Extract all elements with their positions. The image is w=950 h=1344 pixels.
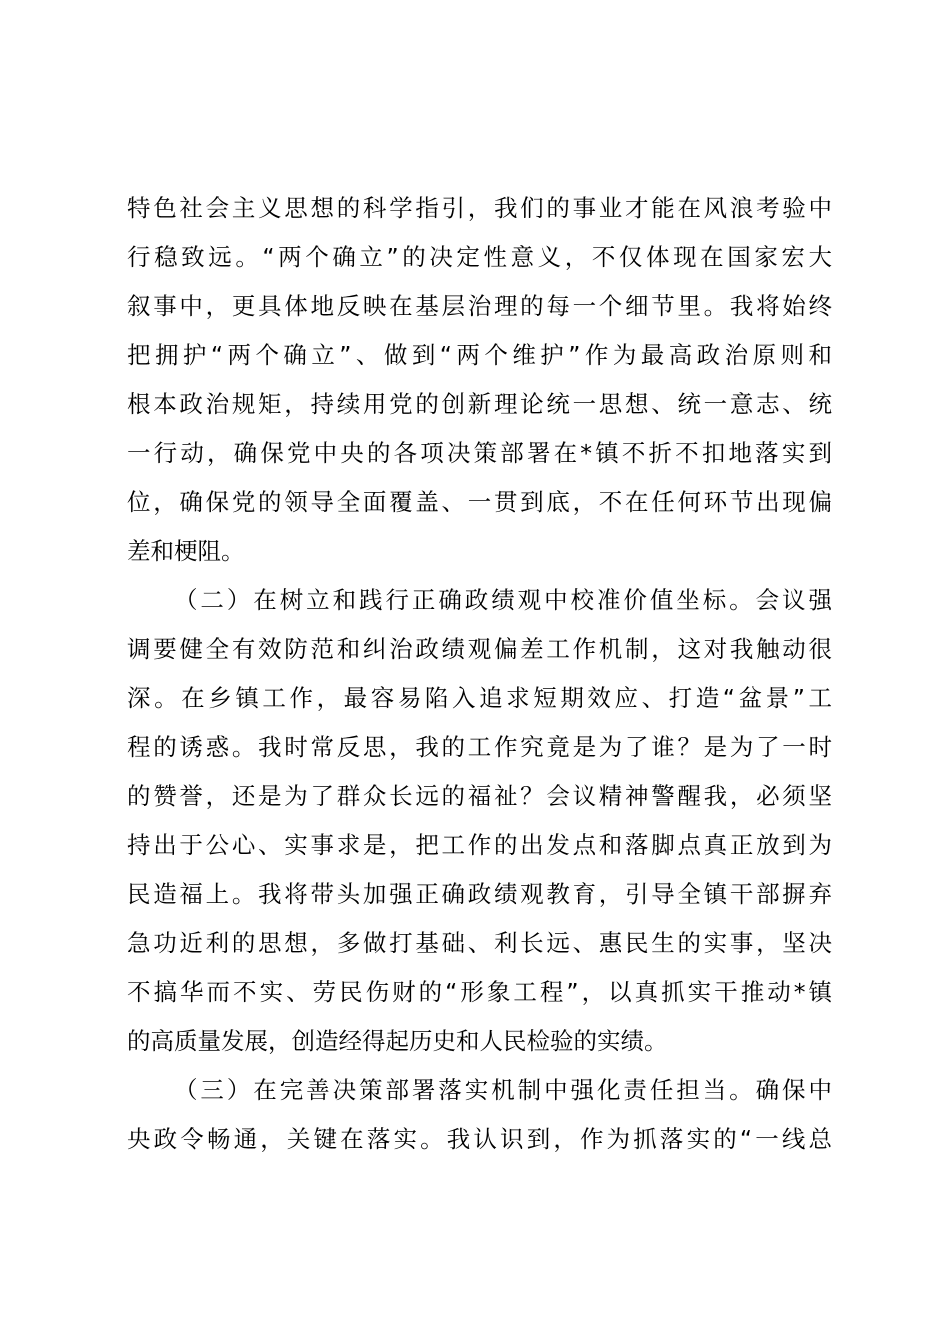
section-heading-line: （二）在树立和践行正确政绩观中校准价值坐标。会议强: [174, 586, 832, 614]
text-line: 不搞华而不实、劳民伤财的“形象工程”，以真抓实干推动*镇: [127, 978, 832, 1006]
paragraph-p2: [127, 576, 832, 1066]
text-line: 央政令畅通，关键在落实。我认识到，作为抓落实的“一线总: [127, 1125, 832, 1153]
text-line: 持出于公心、实事求是，把工作的出发点和落脚点真正放到为: [127, 831, 832, 859]
text-line: 把拥护“两个确立”、做到“两个维护”作为最高政治原则和: [127, 341, 832, 369]
text-line: 叙事中，更具体地反映在基层治理的每一个细节里。我将始终: [127, 292, 832, 320]
text-line: 的高质量发展，创造经得起历史和人民检验的实绩。: [127, 1027, 668, 1055]
paragraph-p3: [127, 1066, 832, 1164]
document-body: [127, 184, 832, 1164]
text-line: 调要健全有效防范和纠治政绩观偏差工作机制，这对我触动很: [127, 635, 832, 663]
text-line: 急功近利的思想，多做打基础、利长远、惠民生的实事，坚决: [127, 929, 832, 957]
text-line: 行稳致远。“两个确立”的决定性意义，不仅体现在国家宏大: [127, 243, 832, 271]
text-line: 根本政治规矩，持续用党的创新理论统一思想、统一意志、统: [127, 390, 832, 418]
text-line: 差和梗阻。: [127, 537, 245, 565]
section-heading-line: （三）在完善决策部署落实机制中强化责任担当。确保中: [174, 1076, 832, 1104]
text-line: 特色社会主义思想的科学指引，我们的事业才能在风浪考验中: [127, 194, 832, 222]
text-line: 深。在乡镇工作，最容易陷入追求短期效应、打造“盆景”工: [127, 684, 832, 712]
text-line: 程的诱惑。我时常反思，我的工作究竟是为了谁？是为了一时: [127, 733, 832, 761]
text-line: 民造福上。我将带头加强正确政绩观教育，引导全镇干部摒弃: [127, 880, 832, 908]
paragraph-p1-continued: [127, 184, 832, 576]
text-line: 一行动，确保党中央的各项决策部署在*镇不折不扣地落实到: [127, 439, 832, 467]
text-line: 的赞誉，还是为了群众长远的福祉？会议精神警醒我，必须坚: [127, 782, 832, 810]
text-line: 位，确保党的领导全面覆盖、一贯到底，不在任何环节出现偏: [127, 488, 832, 516]
